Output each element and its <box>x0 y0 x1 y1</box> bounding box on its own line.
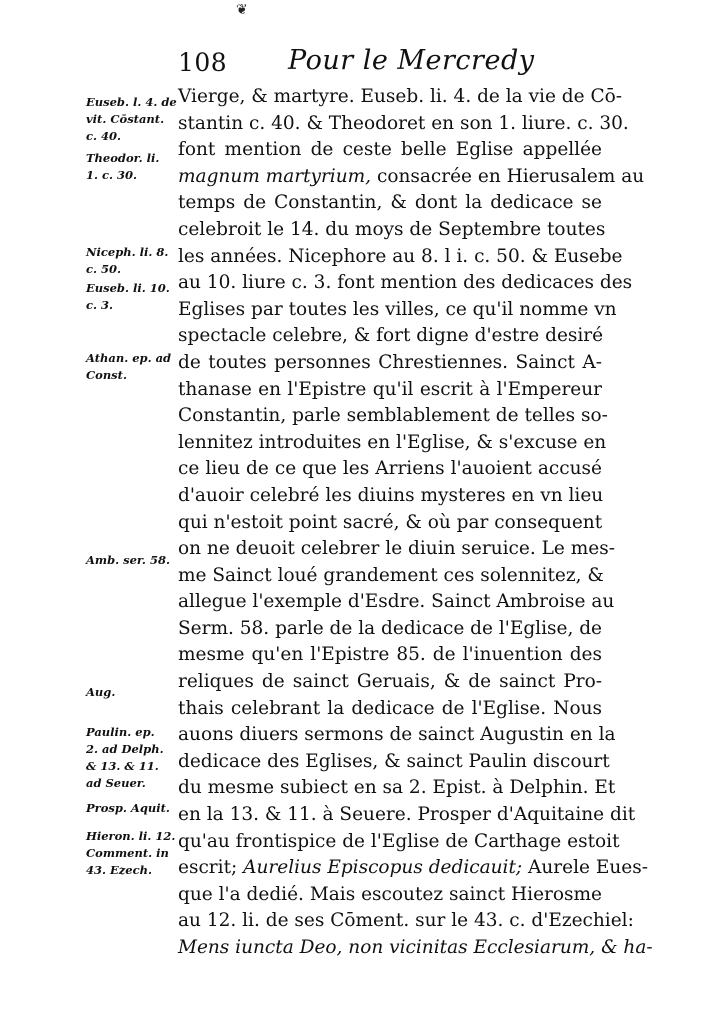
margin-note-prosp: Prosp. Aquit. <box>86 801 170 815</box>
text-line: ce lieu de ce que les Arriens l'auoient accusé <box>178 458 602 480</box>
text-line: auons diuers sermons de sainct Augustin en la <box>178 724 616 746</box>
text-line: thais celebrant la dedicace de l'Eglise. Nous <box>178 697 602 719</box>
text-line: au 10. liure c. 3. font mention des dedicaces des <box>178 272 633 294</box>
text-line: Vierge, & martyre. Euseb. li. 4. de la vie de Cō- <box>178 86 622 107</box>
body-text <box>178 84 653 962</box>
text-line: on ne deuoit celebrer le diuin seruice. Le mes- <box>178 538 615 560</box>
text-line: magnum martyrium, consacrée en Hierusalem au <box>178 165 645 187</box>
margin-note-euseb: Euseb. l. 4. de vit. Cōstant. c. 40. <box>86 95 177 143</box>
margin-note-euseb-10: Euseb. li. 10. c. 3. <box>86 281 170 312</box>
text-line: escrit; Aurelius Episcopus dedicauit; Aurele Eues- <box>178 857 648 879</box>
margin-note-hieron: Hieron. li. 12. Comment. in 43. Ezech. <box>86 829 176 877</box>
margin-note-niceph: Niceph. li. 8. c. 50. <box>86 245 169 276</box>
latin-inscription: Aurelius Episcopus dedicauit; <box>243 857 523 879</box>
margin-note-paulin: Paulin. ep. 2. ad Delph. & 13. & 11. ad Seuer. <box>86 725 164 790</box>
text-line: lennitez introduites en l'Eglise, & s'excuse en <box>178 431 607 453</box>
margin-note-athan: Athan. ep. ad Const. <box>86 351 172 382</box>
text-line: qui n'estoit point sacré, & où par consequent <box>178 511 603 533</box>
text-line: Serm. 58. parle de la dedicace de l'Eglise, de <box>178 617 603 639</box>
text-line: d'auoir celebré les diuins mysteres en vn lieu <box>178 484 604 506</box>
text-line: celebroit le 14. du moys de Septembre toutes <box>178 218 606 240</box>
text-line: allegue l'exemple d'Esdre. Sainct Ambroise au <box>178 591 615 613</box>
text-line: me Sainct loué grandement ces solennitez, & <box>178 564 604 586</box>
text-line: reliques de sainct Geruais, & de sainct Pro- <box>178 671 602 693</box>
text-line: temps de Constantin, & dont la dedicace se <box>178 192 602 214</box>
margin-note-theodor: Theodor. li. 1. c. 30. <box>86 151 160 182</box>
text-line: Constantin, parle semblablement de telles so- <box>178 405 608 427</box>
text-line: stantin c. 40. & Theodoret en son 1. liure. c. 30. <box>178 112 629 134</box>
text-line: font mention de ceste belle Eglise appellée <box>178 139 602 161</box>
text-line: au 12. li. de ses Cōment. sur le 43. c. d'Ezechiel: <box>178 910 634 932</box>
ornament-icon: ❦ <box>236 2 248 18</box>
text-line: qu'au frontispice de l'Eglise de Carthage estoit <box>178 830 620 852</box>
margin-note-amb: Amb. ser. 58. <box>86 553 170 567</box>
margin-note-aug: Aug. <box>86 685 116 699</box>
text-line: Mens iuncta Deo, non vicinitas Ecclesiarum, & ha- <box>178 937 653 958</box>
text-line: thanase en l'Epistre qu'il escrit à l'Empereur <box>178 378 602 400</box>
running-title: Pour le Mercredy <box>288 45 535 76</box>
page-number: 108 <box>178 48 228 77</box>
text-line: dedicace des Eglises, & sainct Paulin discourt <box>178 750 610 772</box>
text-line: spectacle celebre, & fort digne d'estre desiré <box>178 325 604 347</box>
text-line: mesme qu'en l'Epistre 85. de l'inuention des <box>178 644 602 666</box>
text-line: que l'a dedié. Mais escoutez sainct Hierosme <box>178 883 602 905</box>
text-line: de toutes personnes Chrestiennes. Sainct A- <box>178 351 602 373</box>
text-line: Eglises par toutes les villes, ce qu'il nomme vn <box>178 298 617 320</box>
text-line: en la 13. & 11. à Seuere. Prosper d'Aquitaine dit <box>178 804 636 826</box>
text-line: les années. Nicephore au 8. l i. c. 50. & Eusebe <box>178 245 623 267</box>
text-line: du mesme subiect en sa 2. Epist. à Delphin. Et <box>178 777 616 799</box>
latin-phrase: magnum martyrium, <box>178 165 372 187</box>
